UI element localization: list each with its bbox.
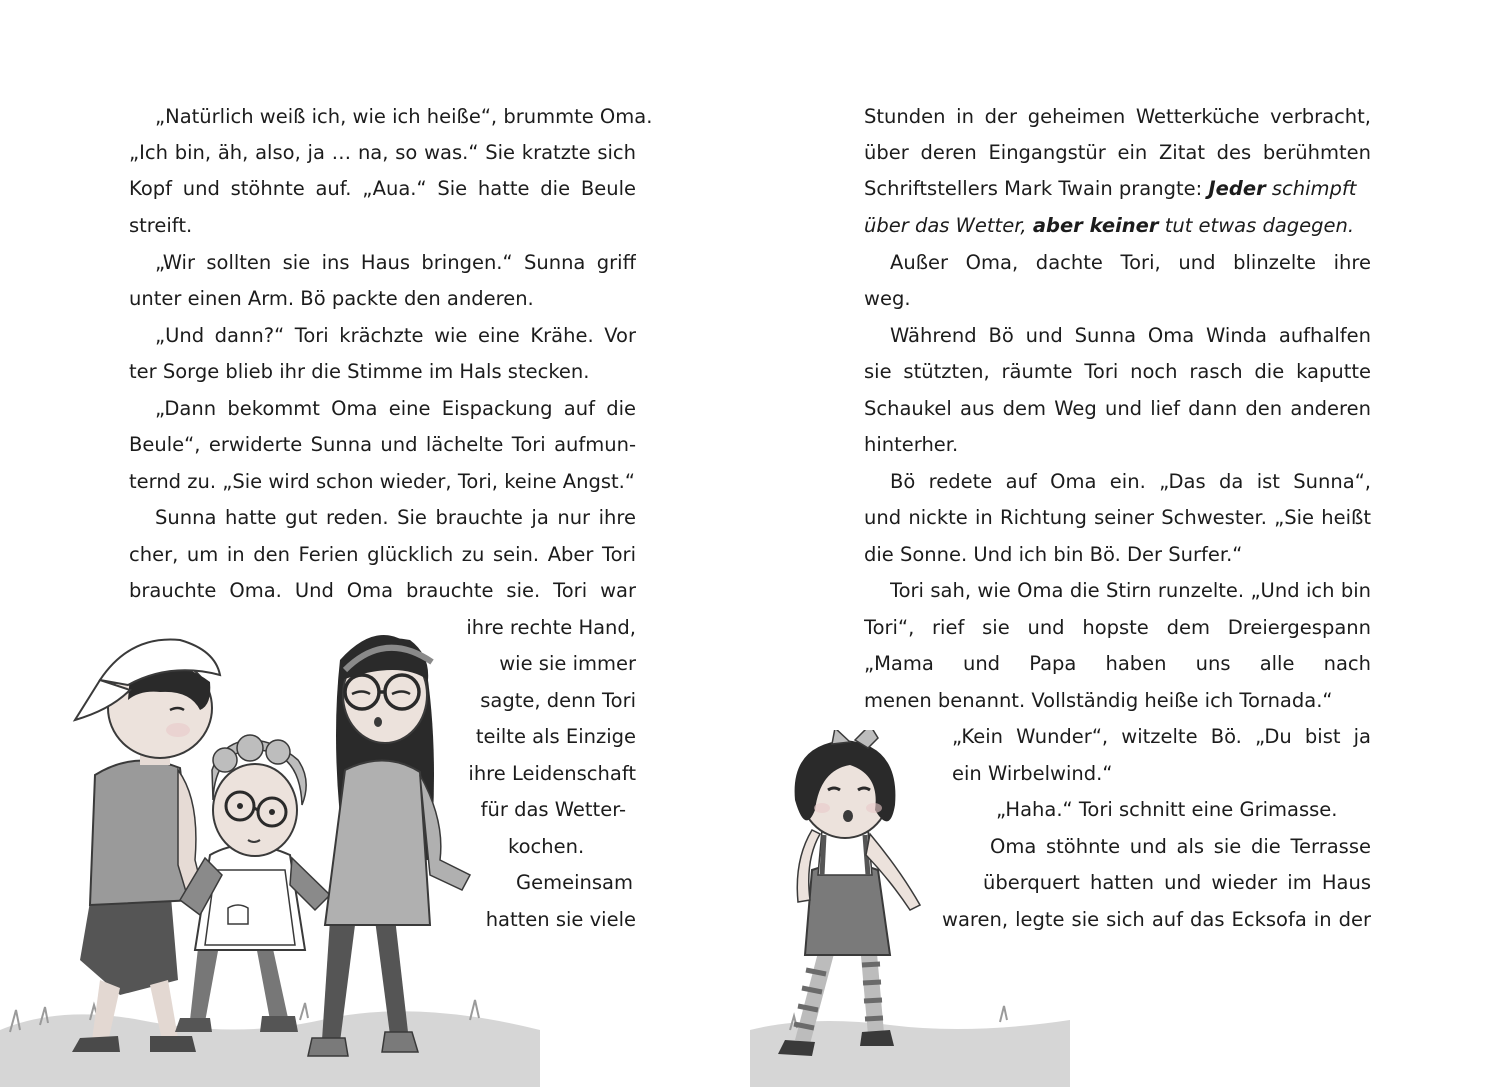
- text-line: [864, 171, 1356, 208]
- quote-italic: über das Wetter,: [864, 214, 1027, 237]
- text-line: ein Wirbelwind.“: [952, 762, 1113, 785]
- text-line: wie sie immer: [499, 652, 636, 675]
- text-line: teilte als Einzige: [475, 725, 636, 748]
- illustration-tori: [750, 730, 1070, 1087]
- text-line: Außer Oma, dachte Tori, und blinzelte ihre: [890, 251, 1371, 274]
- character-tori: [778, 730, 920, 1056]
- quote-bold: Jeder: [1208, 177, 1266, 200]
- text-line: Beule“, erwiderte Sunna und lächelte Tori aufmun-: [129, 433, 636, 456]
- text-line: Schaukel aus dem Weg und lief dann den anderen: [864, 397, 1371, 420]
- text-line: Gemeinsam: [516, 871, 633, 894]
- text-line: weg.: [864, 287, 911, 310]
- text-line: Während Bö und Sunna Oma Winda aufhalfen: [890, 324, 1371, 347]
- text-line: die Sonne. Und ich bin Bö. Der Surfer.“: [864, 543, 1243, 566]
- text-line: Stunden in der geheimen Wetterküche verbracht,: [864, 105, 1371, 128]
- quote-italic: tut etwas dagegen.: [1164, 214, 1355, 237]
- text-line: cher, um in den Ferien glücklich zu sein. Aber Tori: [129, 543, 636, 566]
- right-page: [750, 0, 1500, 1087]
- text-line: überquert hatten und wieder im Haus: [983, 871, 1371, 894]
- text-line: Bö redete auf Oma ein. „Das da ist Sunna“,: [890, 470, 1371, 493]
- text-line: ihre Leidenschaft: [468, 762, 636, 785]
- text-line: „Und dann?“ Tori krächzte wie eine Krähe. Vor: [155, 324, 636, 347]
- text-line: Tori“, rief sie und hopste dem Dreiergespann: [864, 616, 1371, 639]
- text-line: unter einen Arm. Bö packte den anderen.: [129, 287, 534, 310]
- text-line: sagte, denn Tori: [480, 689, 636, 712]
- text-line: über deren Eingangstür ein Zitat des berühmten: [864, 141, 1371, 164]
- text-line: streift.: [129, 214, 193, 237]
- text-line: sie stützten, räumte Tori noch rasch die kaputte: [864, 360, 1371, 383]
- text-span: Schriftstellers Mark Twain prangte:: [864, 177, 1203, 200]
- text-line: brauchte Oma. Und Oma brauchte sie. Tori war: [129, 579, 636, 602]
- quote-bold: aber keiner: [1032, 214, 1159, 237]
- text-line: hinterher.: [864, 433, 959, 456]
- text-line: „Kein Wunder“, witzelte Bö. „Du bist ja: [952, 725, 1371, 748]
- text-line: menen benannt. Vollständig heiße ich Tornada.“: [864, 689, 1333, 712]
- text-line: „Wir sollten sie ins Haus bringen.“ Sunna griff: [155, 251, 636, 274]
- text-line: Sunna hatte gut reden. Sie brauchte ja nur ihre: [155, 506, 636, 529]
- illustration-three-characters: [0, 600, 540, 1087]
- text-line: „Mama und Papa haben uns alle nach: [864, 652, 1371, 675]
- text-line: kochen.: [508, 835, 585, 858]
- text-line: hatten sie viele: [485, 908, 636, 931]
- text-line: „Ich bin, äh, also, ja … na, so was.“ Sie kratzte sich: [129, 141, 636, 164]
- quote-italic: schimpft: [1271, 177, 1357, 200]
- text-line: Kopf und stöhnte auf. „Aua.“ Sie hatte die Beule: [129, 177, 636, 200]
- text-line: ternd zu. „Sie wird schon wieder, Tori, keine Angst.“: [129, 470, 635, 493]
- text-line: ter Sorge blieb ihr die Stimme im Hals stecken.: [129, 360, 590, 383]
- text-line: „Haha.“ Tori schnitt eine Grimasse.: [996, 798, 1338, 821]
- text-line: Oma stöhnte und als sie die Terrasse: [990, 835, 1371, 858]
- text-line: Tori sah, wie Oma die Stirn runzelte. „Und ich bin: [890, 579, 1371, 602]
- character-sunna: [308, 635, 470, 1056]
- text-line: „Natürlich weiß ich, wie ich heiße“, brummte Oma.: [155, 105, 653, 128]
- text-line: [864, 208, 1354, 245]
- text-line: und nickte in Richtung seiner Schwester. „Sie heißt: [864, 506, 1371, 529]
- text-line: für das Wetter-: [480, 798, 626, 821]
- text-line: waren, legte sie sich auf das Ecksofa in der: [942, 908, 1371, 931]
- text-line: „Dann bekommt Oma eine Eispackung auf die: [155, 397, 636, 420]
- text-line: ihre rechte Hand,: [466, 616, 636, 639]
- character-oma: [175, 735, 330, 1032]
